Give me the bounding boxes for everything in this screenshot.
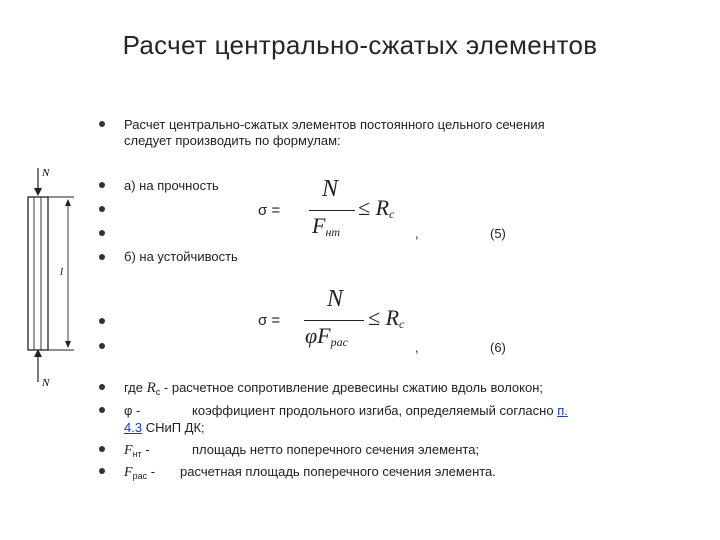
sigma-equals-6: σ =: [258, 312, 281, 329]
def-phi-symbol: φ -: [124, 403, 141, 418]
def-fnt-symbol: F: [124, 443, 133, 458]
formula6-comma: ,: [415, 340, 419, 355]
definition-rc: [124, 380, 543, 400]
intro-line-2: следует производить по формулам:: [124, 133, 341, 148]
sigma-equals-5: σ =: [258, 202, 281, 219]
def-where: где: [124, 380, 143, 395]
def-fras-sub: рас: [132, 471, 148, 481]
definition-phi-text: [192, 403, 568, 419]
definition-phi: [124, 403, 140, 419]
formula6-numerator: N: [327, 286, 344, 312]
definition-fnt-text: площадь нетто поперечного сечения элемента;: [192, 442, 480, 457]
bullet: [99, 446, 105, 452]
stability-label: б) на устойчивость: [124, 249, 238, 264]
formula5-leq-R: ≤ R: [358, 195, 390, 220]
formula6-fraction-bar: [304, 320, 364, 321]
definition-phi-line2: [124, 420, 205, 436]
formula6-leq-R: ≤ R: [368, 305, 400, 330]
formula5-numerator: N: [322, 176, 339, 202]
formula5-den-sub: нт: [325, 225, 341, 239]
formula5-fraction-bar: [309, 210, 355, 211]
def-rc-symbol: R: [146, 380, 156, 396]
snip-clause-link-b[interactable]: 4.3: [124, 420, 143, 435]
bullet: [99, 206, 105, 212]
formula6-den-phiF: φF: [305, 323, 331, 348]
fig-length-label: l: [60, 266, 64, 278]
formula5-denominator: [312, 214, 340, 244]
formula5-rhs: [358, 196, 394, 226]
intro-line-1: Расчет центрально-сжатых элементов постоянного цельного сечения: [124, 117, 545, 132]
def-fras-symbol: F: [124, 465, 133, 480]
strength-label: а) на прочность: [124, 178, 219, 193]
bullet: [99, 182, 105, 188]
formula6-rhs: [368, 306, 404, 336]
formula5-comma: ,: [415, 226, 419, 241]
formula6-den-sub: рас: [330, 335, 348, 349]
formula5-r-sub: c: [389, 207, 395, 221]
fig-bottom-force-label: N: [42, 377, 50, 389]
equation-number-5: (5): [490, 226, 506, 241]
definition-fnt: [124, 442, 150, 462]
def-fnt-sub: нт: [132, 449, 142, 459]
def-phi-tail: СНиП ДК;: [142, 420, 205, 435]
bullet: [99, 407, 105, 413]
def-rc-sub: с: [155, 387, 161, 397]
bullet: [99, 121, 105, 127]
slide-title: Расчет центрально-сжатых элементов: [122, 30, 598, 60]
formula6-r-sub: c: [399, 317, 405, 331]
formula5-den-F: F: [312, 213, 326, 238]
def-fras-dash: -: [147, 464, 156, 479]
bullet: [99, 343, 105, 349]
definition-fras-text: расчетная площадь поперечного сечения элемента.: [180, 464, 496, 479]
fig-top-force-label: N: [42, 167, 50, 179]
def-phi-text: коэффициент продольного изгиба, определяемый согласно: [192, 403, 554, 418]
definition-fras: [124, 464, 155, 484]
snip-clause-link-a[interactable]: п.: [557, 403, 568, 418]
bullet: [99, 254, 105, 260]
equation-number-6: (6): [490, 340, 506, 355]
compressed-column-figure: [22, 160, 82, 390]
bullet: [99, 384, 105, 390]
formula6-denominator: [305, 324, 348, 354]
bullet: [99, 230, 105, 236]
bullet: [99, 468, 105, 474]
bullet: [99, 318, 105, 324]
def-fnt-dash: -: [141, 442, 150, 457]
def-rc-text: - расчетное сопротивление древесины сжатию вдоль волокон;: [160, 380, 544, 395]
